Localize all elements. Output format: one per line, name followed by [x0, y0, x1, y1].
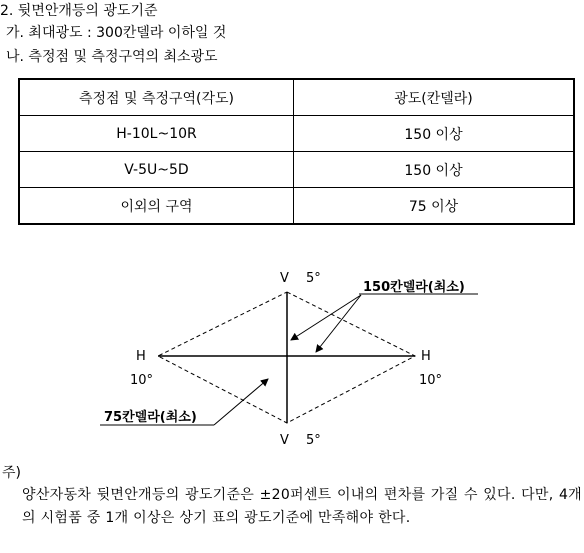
table-cell: H-10L~10R — [19, 116, 294, 152]
intensity-table — [18, 78, 575, 225]
table-header-cell: 광도(칸델라) — [294, 79, 575, 116]
table-row — [19, 152, 574, 188]
item-min-intensity: 나. 측정점 및 측정구역의 최소광도 — [6, 49, 218, 65]
deg-left-label: 10° — [130, 373, 154, 388]
table-header-cell: 측정점 및 측정구역(각도) — [19, 79, 294, 116]
callout-150-arrow-horizontal — [316, 295, 361, 352]
callout-150-label: 150칸델라(최소) — [363, 280, 465, 295]
table-header-row — [19, 79, 574, 116]
table-cell: 150 이상 — [294, 152, 575, 188]
deg-right-label: 10° — [419, 373, 443, 388]
deg-bottom-label: 5° — [306, 433, 321, 448]
note-text: 양산자동차 뒷면안개등의 광도기준은 ±20퍼센트 이내의 편차를 가질 수 있다. 다만, 4개의 시험품 중 1개 이상은 상기 표의 광도기준에 만족해야 한다. — [22, 487, 582, 526]
table-cell: 150 이상 — [294, 116, 575, 152]
table-cell: V-5U~5D — [19, 152, 294, 188]
section-heading: 2. 뒷면안개등의 광도기준 — [0, 3, 158, 19]
v-bottom-label: V — [280, 433, 289, 448]
table-row — [19, 116, 574, 152]
h-left-label: H — [136, 349, 146, 364]
v-top-label: V — [280, 271, 289, 286]
measurement-zone-diagram — [0, 260, 584, 460]
callout-75-label: 75칸델라(최소) — [104, 410, 197, 425]
callout-150-arrow-vertical — [291, 295, 361, 340]
deg-top-label: 5° — [306, 271, 321, 286]
note-heading: 주) — [2, 465, 21, 481]
table-cell: 이외의 구역 — [19, 188, 294, 225]
table-cell: 75 이상 — [294, 188, 575, 225]
item-max-intensity: 가. 최대광도 : 300칸델라 이하일 것 — [6, 25, 227, 41]
callout-75-arrow — [214, 379, 268, 425]
table-row — [19, 188, 574, 225]
h-right-label: H — [421, 349, 431, 364]
